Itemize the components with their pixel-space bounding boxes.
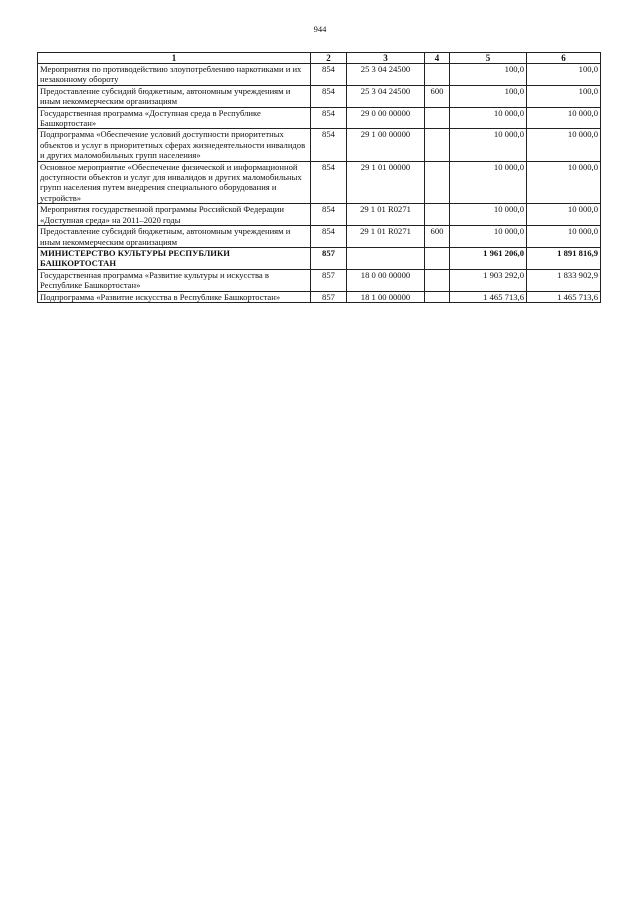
target-article-cell: 29 1 00 00000 — [347, 129, 425, 161]
amount-year2-cell: 1 833 902,9 — [527, 269, 601, 291]
row-name-cell: Подпрограмма «Развитие искусства в Республике Башкортостан» — [38, 291, 311, 302]
budget-table — [37, 52, 601, 303]
table-header-row — [38, 53, 601, 64]
ministry-code-cell: 854 — [311, 64, 347, 86]
amount-year2-cell: 10 000,0 — [527, 129, 601, 161]
page-number: 944 — [313, 24, 327, 34]
ministry-code-cell: 854 — [311, 226, 347, 248]
amount-year1-cell: 10 000,0 — [450, 204, 527, 226]
expense-type-cell: 600 — [425, 85, 450, 107]
row-name-cell: Государственная программа «Доступная среда в Республике Башкортостан» — [38, 107, 311, 129]
amount-year1-cell: 100,0 — [450, 64, 527, 86]
ministry-code-cell: 854 — [311, 129, 347, 161]
amount-year2-cell: 100,0 — [527, 85, 601, 107]
expense-type-cell — [425, 161, 450, 204]
table-row — [38, 64, 601, 86]
expense-type-cell: 600 — [425, 226, 450, 248]
column-header: 6 — [527, 53, 601, 64]
amount-year1-cell: 1 903 292,0 — [450, 269, 527, 291]
row-name-cell: Подпрограмма «Обеспечение условий доступности приоритетных объектов и услуг в приоритетных сферах жизнедеятельности инвалидов и других маломобильных групп населения» — [38, 129, 311, 161]
amount-year2-cell: 1 465 713,6 — [527, 291, 601, 302]
table-row — [38, 291, 601, 302]
ministry-code-cell: 857 — [311, 269, 347, 291]
target-article-cell: 29 1 01 00000 — [347, 161, 425, 204]
row-name-cell: Мероприятия по противодействию злоупотреблению наркотиками и их незаконному обороту — [38, 64, 311, 86]
table-row — [38, 129, 601, 161]
table-row — [38, 269, 601, 291]
target-article-cell: 25 3 04 24500 — [347, 85, 425, 107]
amount-year1-cell: 1 961 206,0 — [450, 247, 527, 269]
ministry-code-cell: 854 — [311, 107, 347, 129]
ministry-code-cell: 857 — [311, 291, 347, 302]
expense-type-cell — [425, 247, 450, 269]
expense-type-cell — [425, 204, 450, 226]
target-article-cell: 29 1 01 R0271 — [347, 226, 425, 248]
table-row — [38, 247, 601, 269]
amount-year2-cell: 10 000,0 — [527, 204, 601, 226]
column-header: 1 — [38, 53, 311, 64]
expense-type-cell — [425, 64, 450, 86]
target-article-cell — [347, 247, 425, 269]
ministry-code-cell: 854 — [311, 85, 347, 107]
row-name-cell: Предоставление субсидий бюджетным, автономным учреждениям и иным некоммерческим организациям — [38, 226, 311, 248]
table-row — [38, 107, 601, 129]
column-header: 3 — [347, 53, 425, 64]
target-article-cell: 25 3 04 24500 — [347, 64, 425, 86]
amount-year1-cell: 100,0 — [450, 85, 527, 107]
amount-year2-cell: 10 000,0 — [527, 107, 601, 129]
amount-year1-cell: 10 000,0 — [450, 129, 527, 161]
target-article-cell: 18 1 00 00000 — [347, 291, 425, 302]
row-name-cell: Мероприятия государственной программы Российской Федерации «Доступная среда» на 2011–2020 годы — [38, 204, 311, 226]
row-name-cell: МИНИСТЕРСТВО КУЛЬТУРЫ РЕСПУБЛИКИ БАШКОРТОСТАН — [38, 247, 311, 269]
expense-type-cell — [425, 269, 450, 291]
table-row — [38, 85, 601, 107]
expense-type-cell — [425, 107, 450, 129]
amount-year1-cell: 10 000,0 — [450, 161, 527, 204]
column-header: 2 — [311, 53, 347, 64]
amount-year1-cell: 1 465 713,6 — [450, 291, 527, 302]
table-row — [38, 161, 601, 204]
target-article-cell: 18 0 00 00000 — [347, 269, 425, 291]
amount-year1-cell: 10 000,0 — [450, 226, 527, 248]
table-row — [38, 204, 601, 226]
amount-year2-cell: 1 891 816,9 — [527, 247, 601, 269]
ministry-code-cell: 854 — [311, 204, 347, 226]
row-name-cell: Предоставление субсидий бюджетным, автономным учреждениям и иным некоммерческим организациям — [38, 85, 311, 107]
ministry-code-cell: 857 — [311, 247, 347, 269]
target-article-cell: 29 0 00 00000 — [347, 107, 425, 129]
column-header: 4 — [425, 53, 450, 64]
amount-year1-cell: 10 000,0 — [450, 107, 527, 129]
column-header: 5 — [450, 53, 527, 64]
expense-type-cell — [425, 291, 450, 302]
target-article-cell: 29 1 01 R0271 — [347, 204, 425, 226]
amount-year2-cell: 100,0 — [527, 64, 601, 86]
row-name-cell: Основное мероприятие «Обеспечение физической и информационной доступности объектов и услуг для инвалидов и других маломобильных групп населения путем внедрения специального оборудования и устройств» — [38, 161, 311, 204]
amount-year2-cell: 10 000,0 — [527, 226, 601, 248]
ministry-code-cell: 854 — [311, 161, 347, 204]
table-row — [38, 226, 601, 248]
row-name-cell: Государственная программа «Развитие культуры и искусства в Республике Башкортостан» — [38, 269, 311, 291]
amount-year2-cell: 10 000,0 — [527, 161, 601, 204]
expense-type-cell — [425, 129, 450, 161]
